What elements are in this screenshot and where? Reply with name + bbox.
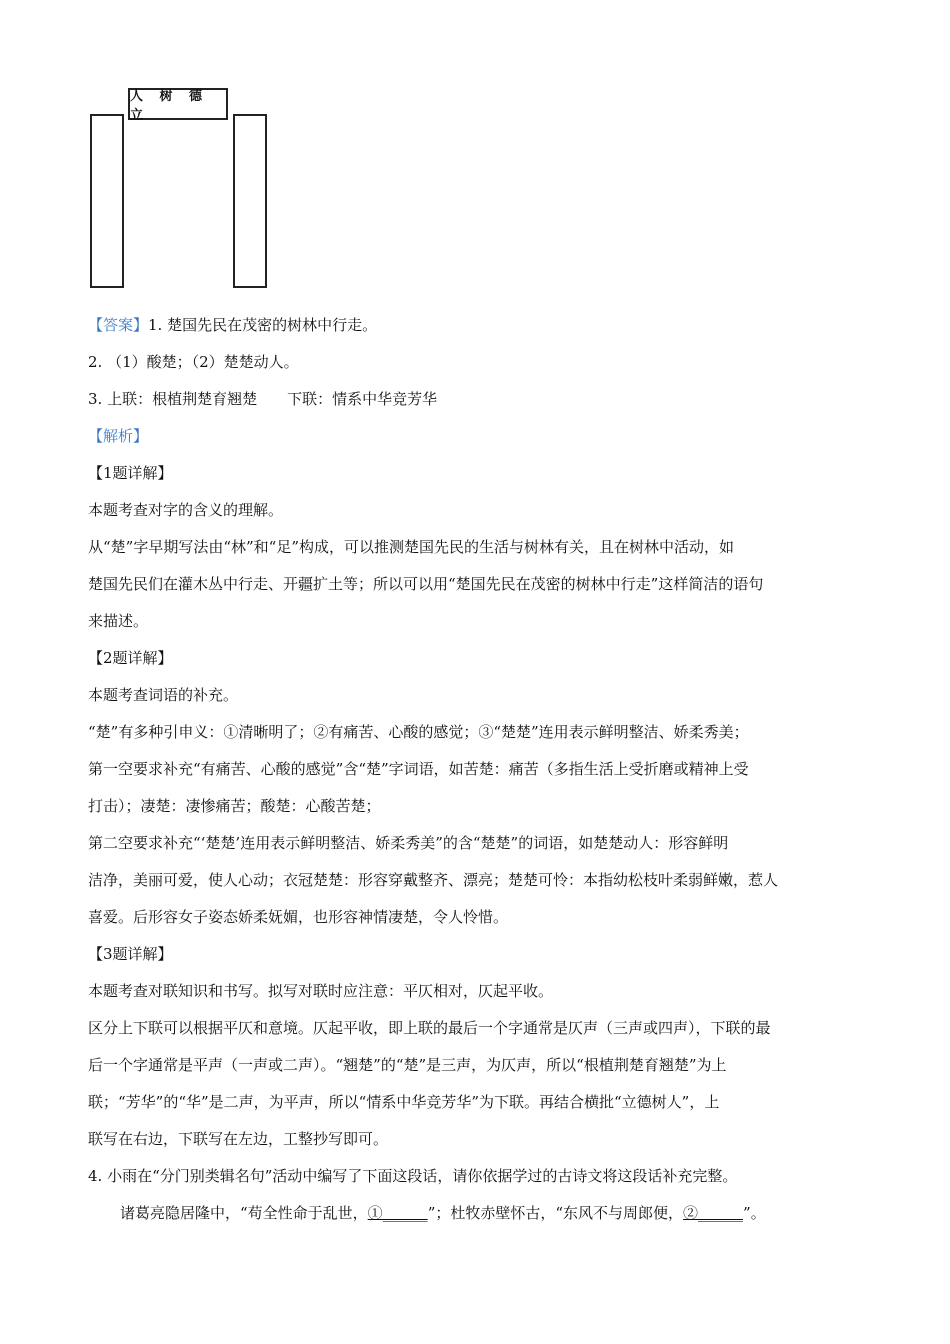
q2-paragraph-3-line-2: 打击）；凄楚：凄惨痛苦；酸楚：心酸苦楚； — [88, 797, 381, 815]
blank-2: ②______ — [683, 1204, 744, 1222]
q2-paragraph-4-line-3: 喜爱。后形容女子姿态娇柔妩媚，也形容神情凄楚，令人怜惜。 — [88, 908, 509, 926]
q1-paragraph-2-line-1: 从“楚”字早期写法由“林”和“足”构成，可以推测楚国先民的生活与树林有关，且在树林中活动，如 — [88, 538, 735, 556]
q3-paragraph-2-line-2: 后一个字通常是平声（一声或二声）。“翘楚”的“楚”是三声，为仄声，所以“根植荆楚育翘楚”为上 — [88, 1056, 727, 1074]
answer-tag: 【答案】 — [88, 316, 149, 334]
q1-paragraph-2-line-3: 来描述。 — [88, 612, 149, 630]
q2-heading: 【2题详解】 — [88, 649, 173, 667]
question-4-stem: 4. 小雨在“分门别类辑名句”活动中编写了下面这段话，请你依据学过的古诗文将这段话补充完整。 — [88, 1167, 738, 1185]
question-4-body-part-1: 诸葛亮隐居隆中，“苟全性命于乱世， — [120, 1204, 368, 1222]
q3-heading: 【3题详解】 — [88, 945, 173, 963]
q1-heading: 【1题详解】 — [88, 464, 173, 482]
question-4-body — [88, 1195, 868, 1232]
q3-paragraph-2-line-4: 联写在右边，下联写在左边，工整抄写即可。 — [88, 1130, 389, 1148]
q3-paragraph-2-line-3: 联；“芳华”的“华”是二声，为平声，所以“情系中华竞芳华”为下联。再结合横批“立德树人”，上 — [88, 1093, 720, 1111]
analysis-tag: 【解析】 — [88, 427, 149, 445]
couplet-left-pillar — [90, 114, 124, 288]
couplet-figure — [88, 86, 274, 292]
q3-paragraph-1: 本题考查对联知识和书写。拟写对联时应注意：平仄相对，仄起平收。 — [88, 982, 554, 1000]
q3-paragraph-2-line-1: 区分上下联可以根据平仄和意境。仄起平收，即上联的最后一个字通常是仄声（三声或四声），下联的最 — [88, 1019, 771, 1037]
q2-paragraph-1: 本题考查词语的补充。 — [88, 686, 239, 704]
couplet-banner: 人 树 德 立 — [128, 88, 228, 120]
answer-section — [88, 307, 868, 1232]
question-4-body-part-2: ”；杜牧赤壁怀古，“东风不与周郎便， — [427, 1204, 684, 1222]
q1-paragraph-2-line-2: 楚国先民们在灌木丛中行走、开疆扩土等；所以可以用“楚国先民在茂密的树林中行走”这样简洁的语句 — [88, 575, 764, 593]
answer-1: 1. 楚国先民在茂密的树林中行走。 — [148, 316, 378, 334]
q2-paragraph-4-line-2: 洁净，美丽可爱，使人心动；衣冠楚楚：形容穿戴整齐、漂亮；楚楚可怜：本指幼松枝叶柔弱鲜嫩，惹人 — [88, 871, 779, 889]
answer-3: 3. 上联：根植荆楚育翘楚 下联：情系中华竞芳华 — [88, 390, 438, 408]
couplet-right-pillar — [233, 114, 267, 288]
q2-paragraph-4-line-1: 第二空要求补充“‘楚楚’连用表示鲜明整洁、娇柔秀美”的含“楚楚”的词语，如楚楚动人：形容鲜明 — [88, 834, 729, 852]
q2-paragraph-2: “楚”有多种引申义：①清晰明了；②有痛苦、心酸的感觉；③“楚楚”连用表示鲜明整洁、娇柔秀美； — [88, 723, 749, 741]
answer-line-1 — [88, 307, 868, 344]
q2-paragraph-3-line-1: 第一空要求补充“有痛苦、心酸的感觉”含“楚”字词语，如苦楚：痛苦（多指生活上受折磨或精神上受 — [88, 760, 749, 778]
answer-2: 2. （1）酸楚；（2）楚楚动人。 — [88, 353, 299, 371]
question-4-body-part-3: ”。 — [743, 1204, 766, 1222]
q1-paragraph-1: 本题考查对字的含义的理解。 — [88, 501, 284, 519]
blank-1: ①______ — [367, 1204, 428, 1222]
